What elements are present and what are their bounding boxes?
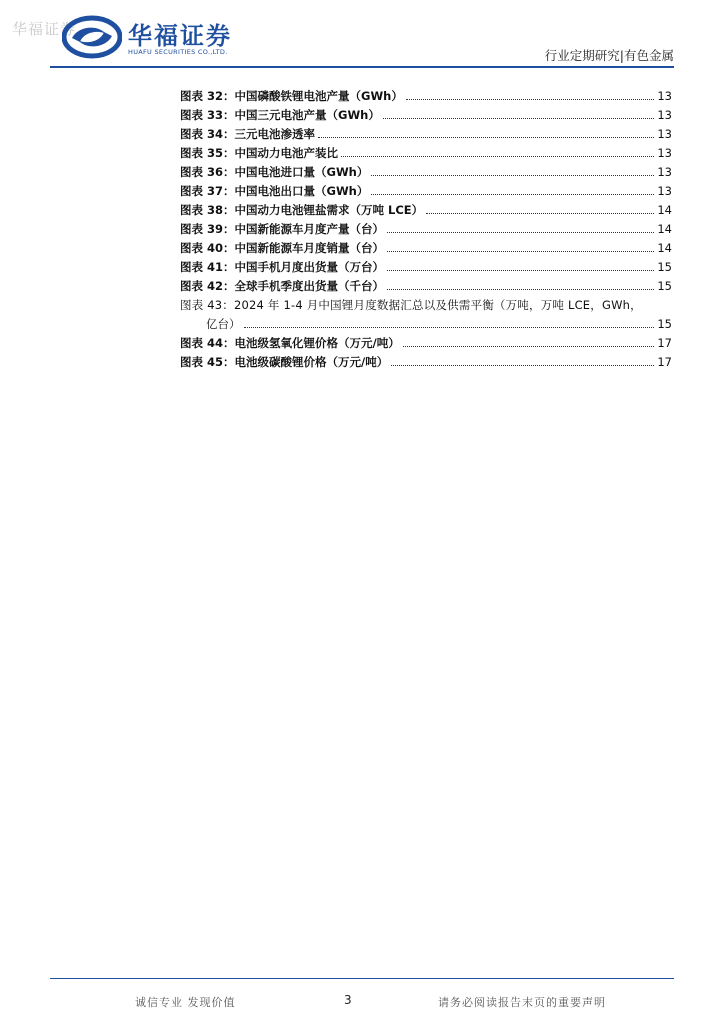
toc-entry-page: 13 <box>657 146 672 160</box>
toc-leader-dots <box>387 232 654 233</box>
toc-entry-multiline[interactable] <box>180 296 672 334</box>
company-logo <box>62 14 252 60</box>
toc-entry-label: 图表 34：三元电池渗透率 <box>180 127 316 141</box>
toc-entry[interactable] <box>180 258 672 277</box>
toc-entry-page: 15 <box>657 279 672 293</box>
logo-name-cn: 华福证券 <box>128 22 232 50</box>
toc-entry-label: 图表 44：电池级氢氧化锂价格（万元/吨） <box>180 336 400 350</box>
toc-leader-dots <box>406 99 655 100</box>
toc-entry-label-continued: 亿台） <box>206 317 241 331</box>
toc-entry-label: 图表 38：中国动力电池锂盐需求（万吨 LCE） <box>180 203 424 217</box>
toc-entry[interactable] <box>180 182 672 201</box>
toc-leader-dots <box>244 327 655 328</box>
toc-entry-label: 图表 32：中国磷酸铁锂电池产量（GWh） <box>180 89 403 103</box>
toc-entry[interactable] <box>180 353 672 372</box>
toc-entry[interactable] <box>180 106 672 125</box>
toc-leader-dots <box>387 270 654 271</box>
toc-entry-page: 13 <box>657 165 672 179</box>
toc-entry[interactable] <box>180 220 672 239</box>
toc-leader-dots <box>371 194 654 195</box>
toc-entry-page: 13 <box>657 184 672 198</box>
toc-entry-page: 14 <box>657 241 672 255</box>
report-category: 行业定期研究|有色金属 <box>544 48 674 63</box>
toc-entry-label: 图表 40：中国新能源车月度销量（台） <box>180 241 385 255</box>
footer-slogan: 诚信专业 发现价值 <box>135 996 236 1009</box>
toc-entry-page: 15 <box>657 317 672 331</box>
header-divider <box>50 66 674 68</box>
toc-leader-dots <box>383 118 655 119</box>
toc-entry-page: 13 <box>657 108 672 122</box>
figure-list <box>180 87 672 372</box>
toc-entry[interactable] <box>180 125 672 144</box>
toc-entry-label: 图表 36：中国电池进口量（GWh） <box>180 165 369 179</box>
huafu-logo-icon <box>62 14 122 60</box>
toc-entry-label: 图表 42：全球手机季度出货量（千台） <box>180 279 385 293</box>
toc-entry-page: 13 <box>657 89 672 103</box>
toc-entry[interactable] <box>180 163 672 182</box>
toc-leader-dots <box>403 346 655 347</box>
toc-leader-dots <box>387 289 654 290</box>
toc-entry-page: 13 <box>657 127 672 141</box>
logo-name-en: HUAFU SECURITIES CO.,LTD. <box>128 48 228 56</box>
toc-leader-dots <box>318 137 654 138</box>
toc-entry-label: 图表 45：电池级碳酸锂价格（万元/吨） <box>180 355 389 369</box>
toc-entry[interactable] <box>180 201 672 220</box>
toc-entry-label: 图表 41：中国手机月度出货量（万台） <box>180 260 385 274</box>
toc-leader-dots <box>341 156 654 157</box>
toc-entry[interactable] <box>180 239 672 258</box>
toc-entry-page: 15 <box>657 260 672 274</box>
toc-entry[interactable] <box>180 87 672 106</box>
page-number: 3 <box>344 993 352 1007</box>
toc-leader-dots <box>371 175 654 176</box>
toc-entry-label: 图表 39：中国新能源车月度产量（台） <box>180 222 385 236</box>
toc-entry[interactable] <box>180 334 672 353</box>
toc-entry[interactable] <box>180 277 672 296</box>
toc-entry-label: 图表 43：2024 年 1-4 月中国锂月度数据汇总以及供需平衡（万吨，万吨 LCE，GWh， <box>180 298 642 312</box>
toc-entry-page: 17 <box>657 336 672 350</box>
toc-entry-label: 图表 33：中国三元电池产量（GWh） <box>180 108 380 122</box>
toc-entry[interactable] <box>180 144 672 163</box>
toc-entry-page: 14 <box>657 222 672 236</box>
toc-entry-label: 图表 35：中国动力电池产装比 <box>180 146 339 160</box>
toc-entry-label: 图表 37：中国电池出口量（GWh） <box>180 184 369 198</box>
toc-leader-dots <box>387 251 654 252</box>
toc-leader-dots <box>391 365 654 366</box>
toc-entry-page: 17 <box>657 355 672 369</box>
footer-divider <box>50 978 674 979</box>
toc-leader-dots <box>426 213 654 214</box>
footer-disclaimer: 请务必阅读报告末页的重要声明 <box>438 996 606 1009</box>
watermark-text: 华福证券 <box>12 20 77 38</box>
toc-entry-page: 14 <box>657 203 672 217</box>
